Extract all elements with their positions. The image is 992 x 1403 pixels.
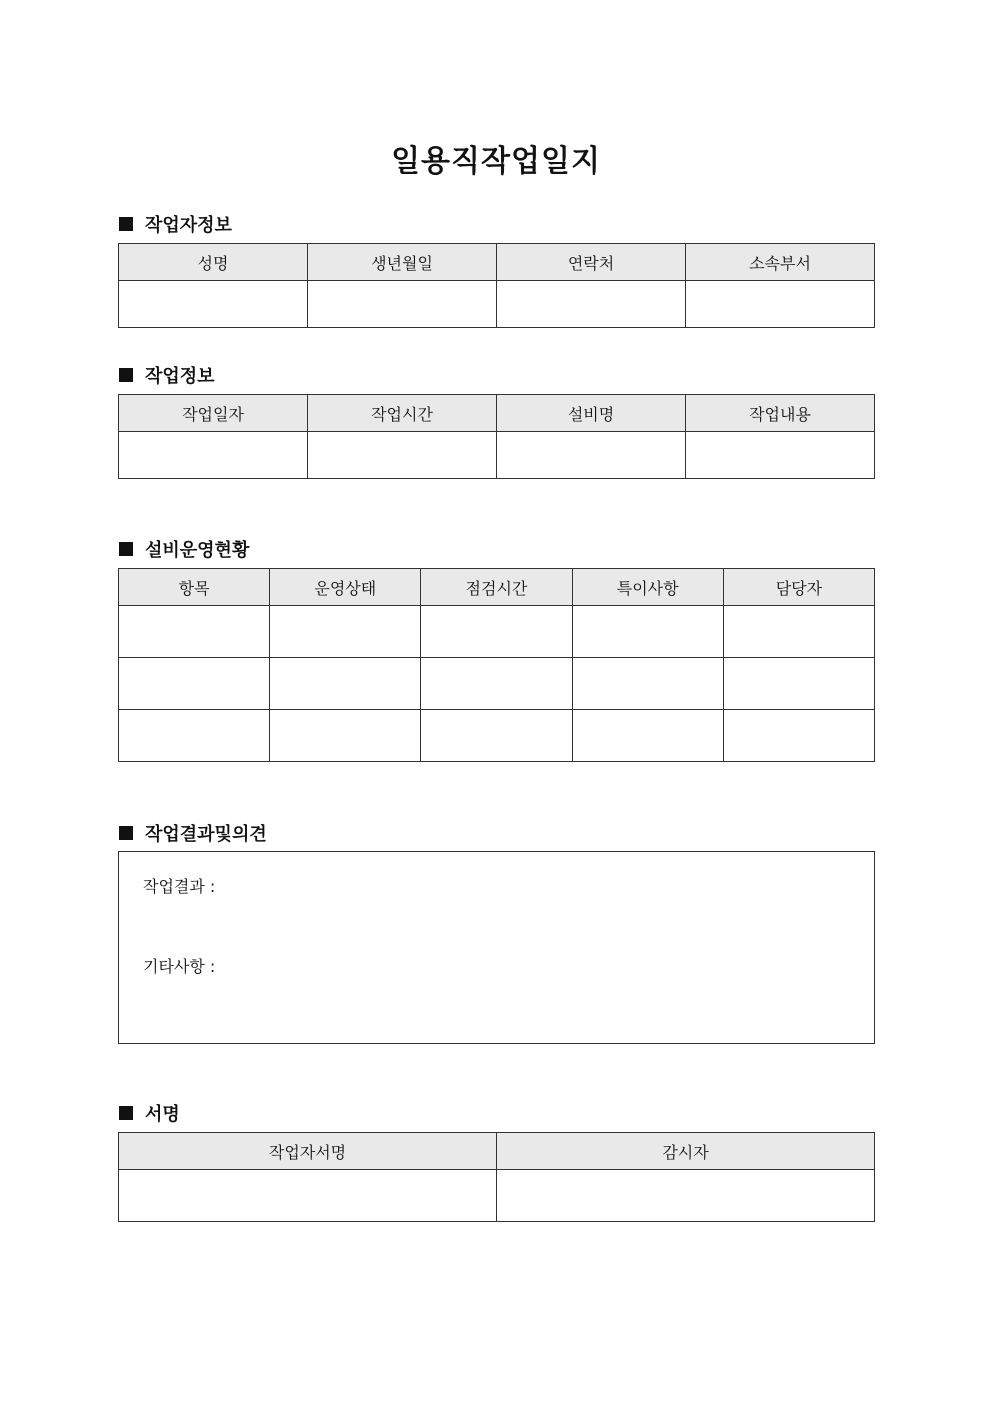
table-row: [119, 658, 875, 710]
bullet-square-icon: [119, 542, 133, 556]
contact-cell[interactable]: [497, 281, 686, 328]
signature-table: [118, 1132, 875, 1222]
column-header: 소속부서: [686, 244, 875, 281]
column-header: 설비명: [497, 395, 686, 432]
column-header: 운영상태: [270, 569, 421, 606]
section-title: 작업자정보: [145, 215, 232, 236]
table-row: [119, 281, 875, 328]
bullet-square-icon: [119, 826, 133, 840]
work-time-cell[interactable]: [308, 432, 497, 479]
column-header: 성명: [119, 244, 308, 281]
section-title: 설비운영현황: [145, 540, 250, 561]
worker-signature-cell[interactable]: [119, 1170, 497, 1222]
birthdate-cell[interactable]: [308, 281, 497, 328]
column-header: 연락처: [497, 244, 686, 281]
work-result-label: 작업결과 :: [143, 877, 216, 896]
results-opinion-box[interactable]: [118, 851, 875, 1044]
work-content-cell[interactable]: [686, 432, 875, 479]
table-cell[interactable]: [119, 658, 270, 710]
section-title: 서명: [145, 1104, 180, 1125]
column-header: 작업일자: [119, 395, 308, 432]
section-title: 작업결과및의견: [145, 824, 267, 845]
column-header: 항목: [119, 569, 270, 606]
bullet-square-icon: [119, 217, 133, 231]
equipment-status-table: [118, 568, 875, 762]
column-header: 특이사항: [572, 569, 723, 606]
table-header-row: [119, 569, 875, 606]
table-cell[interactable]: [270, 658, 421, 710]
section-heading-work-info: [119, 362, 215, 388]
column-header: 담당자: [723, 569, 874, 606]
other-notes-label: 기타사항 :: [143, 957, 216, 976]
table-cell[interactable]: [572, 710, 723, 762]
table-row: [119, 606, 875, 658]
table-cell[interactable]: [723, 658, 874, 710]
table-cell[interactable]: [119, 606, 270, 658]
section-title: 작업정보: [145, 366, 215, 387]
column-header: 생년월일: [308, 244, 497, 281]
table-cell[interactable]: [421, 606, 572, 658]
table-cell[interactable]: [723, 710, 874, 762]
equipment-name-cell[interactable]: [497, 432, 686, 479]
work-date-cell[interactable]: [119, 432, 308, 479]
section-heading-equipment: [119, 536, 249, 562]
column-header: 작업내용: [686, 395, 875, 432]
table-row: [119, 432, 875, 479]
table-cell[interactable]: [572, 658, 723, 710]
worker-info-table: [118, 243, 875, 328]
table-header-row: [119, 395, 875, 432]
work-info-table: [118, 394, 875, 479]
table-header-row: [119, 244, 875, 281]
table-cell[interactable]: [723, 606, 874, 658]
section-heading-signature: [119, 1100, 180, 1126]
department-cell[interactable]: [686, 281, 875, 328]
table-cell[interactable]: [119, 710, 270, 762]
name-cell[interactable]: [119, 281, 308, 328]
table-cell[interactable]: [270, 606, 421, 658]
table-row: [119, 710, 875, 762]
table-cell[interactable]: [572, 606, 723, 658]
supervisor-signature-cell[interactable]: [497, 1170, 875, 1222]
column-header: 감시자: [497, 1133, 875, 1170]
section-heading-results: [119, 820, 267, 846]
table-row: [119, 1170, 875, 1222]
section-heading-worker-info: [119, 211, 232, 237]
column-header: 작업자서명: [119, 1133, 497, 1170]
document-title: 일용직작업일지: [391, 144, 601, 179]
bullet-square-icon: [119, 368, 133, 382]
column-header: 작업시간: [308, 395, 497, 432]
table-cell[interactable]: [270, 710, 421, 762]
table-cell[interactable]: [421, 710, 572, 762]
bullet-square-icon: [119, 1106, 133, 1120]
table-cell[interactable]: [421, 658, 572, 710]
column-header: 점검시간: [421, 569, 572, 606]
table-header-row: [119, 1133, 875, 1170]
